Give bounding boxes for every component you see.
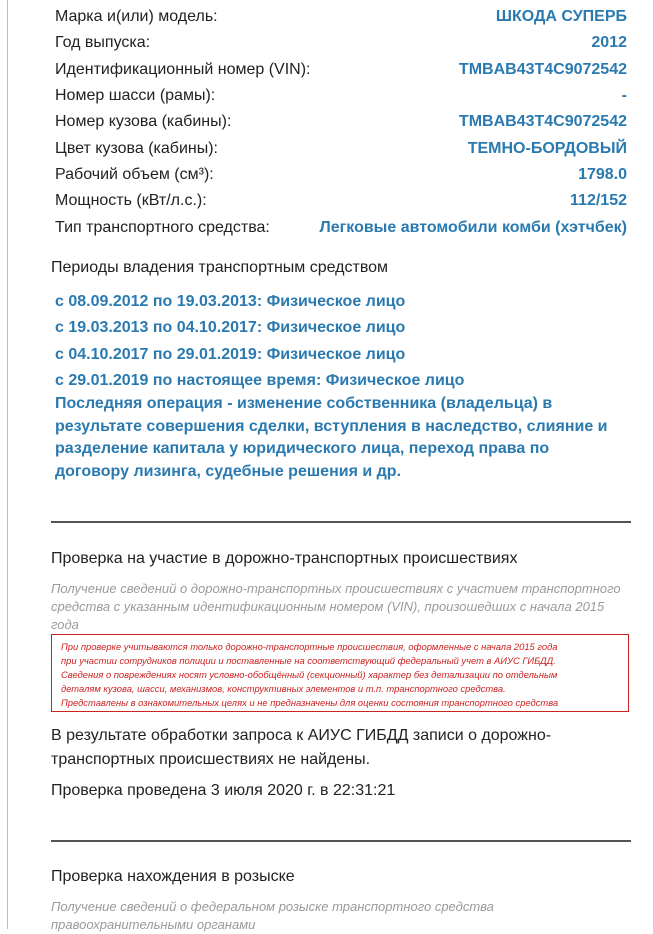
- vehicle-row-year: [55, 31, 627, 55]
- body-number-value: TMBAB43T4C9072542: [458, 113, 627, 130]
- warning-line: Сведения о повреждениях носят условно-обобщённый (секционный) характер без детализации по отдельным: [61, 669, 558, 680]
- left-border-line: [7, 0, 8, 929]
- vehicle-row-chassis: [55, 84, 627, 108]
- vehicle-type-value: Легковые автомобили комби (хэтчбек): [319, 219, 627, 236]
- accidents-title: Проверка на участие в дорожно-транспортных происшествиях: [51, 550, 518, 567]
- model-value: ШКОДА СУПЕРБ: [495, 8, 627, 25]
- section-divider: [51, 521, 631, 523]
- accidents-description: Получение сведений о дорожно-транспортных происшествиях с участием транспортного средства с указанным идентификационным номером (VIN), произошедших с начала 2015 года: [51, 581, 621, 632]
- warning-line: при участии сотрудников полиции и поставленные на соответствующий федеральный учет в АИУС ГИБДД.: [61, 655, 556, 666]
- ownership-period: с 08.09.2012 по 19.03.2013: Физическое лицо: [55, 293, 406, 310]
- ownership-period: с 04.10.2017 по 29.01.2019: Физическое лицо: [55, 346, 406, 363]
- warning-line: Представлены в ознакомительных целях и не предназначены для оценки состояния транспортного средства: [61, 697, 559, 708]
- section-divider: [51, 840, 631, 842]
- chassis-label: Номер шасси (рамы):: [55, 87, 216, 104]
- accidents-result: В результате обработки запроса к АИУС ГИБДД записи о дорожно-транспортных происшествиях не найдены.: [51, 727, 552, 768]
- vehicle-row-body: [55, 110, 627, 134]
- last-operation: Последняя операция - изменение собственника (владельца) в результате совершения сделки, вступления в наследство, слияние и разделение капитала у юридического лица, переход права по договору лизинга, судебные решения и др.: [55, 395, 608, 480]
- chassis-value: -: [621, 87, 627, 104]
- power-value: 112/152: [570, 192, 627, 209]
- wanted-title: Проверка нахождения в розыске: [51, 868, 295, 885]
- ownership-period: с 19.03.2013 по 04.10.2017: Физическое лицо: [55, 319, 406, 336]
- vin-label: Идентификационный номер (VIN):: [55, 61, 311, 78]
- year-value: 2012: [591, 34, 627, 51]
- vehicle-row-vin: [55, 58, 627, 82]
- power-label: Мощность (кВт/л.с.):: [55, 192, 207, 209]
- warning-line: деталям кузова, шасси, механизмов, конструктивных элементов и т.п. транспортного средства.: [61, 683, 506, 694]
- vehicle-row-color: [55, 137, 627, 161]
- ownership-period: с 29.01.2019 по настоящее время: Физическое лицо: [55, 372, 465, 389]
- color-value: ТЕМНО-БОРДОВЫЙ: [467, 140, 627, 157]
- vehicle-type-label: Тип транспортного средства:: [55, 219, 270, 236]
- displacement-label: Рабочий объем (см³):: [55, 166, 214, 183]
- vehicle-row-model: [55, 5, 627, 29]
- wanted-description: Получение сведений о федеральном розыске транспортного средства правоохранительными органами: [51, 899, 494, 932]
- model-label: Марка и(или) модель:: [55, 8, 218, 25]
- warning-line: При проверке учитываются только дорожно-транспортные происшествия, оформленные с начала 2015 года: [61, 641, 558, 652]
- vehicle-row-power: [55, 189, 627, 213]
- color-label: Цвет кузова (кабины):: [55, 140, 218, 157]
- ownership-title: Периоды владения транспортным средством: [51, 259, 389, 276]
- accidents-warning-box: [51, 634, 629, 712]
- accidents-checked-at: Проверка проведена 3 июля 2020 г. в 22:31:21: [51, 782, 396, 799]
- year-label: Год выпуска:: [55, 34, 151, 51]
- vehicle-row-type: [55, 216, 627, 240]
- vehicle-row-displacement: [55, 163, 627, 187]
- body-number-label: Номер кузова (кабины):: [55, 113, 232, 130]
- displacement-value: 1798.0: [578, 166, 627, 183]
- vin-value: TMBAB43T4C9072542: [458, 61, 627, 78]
